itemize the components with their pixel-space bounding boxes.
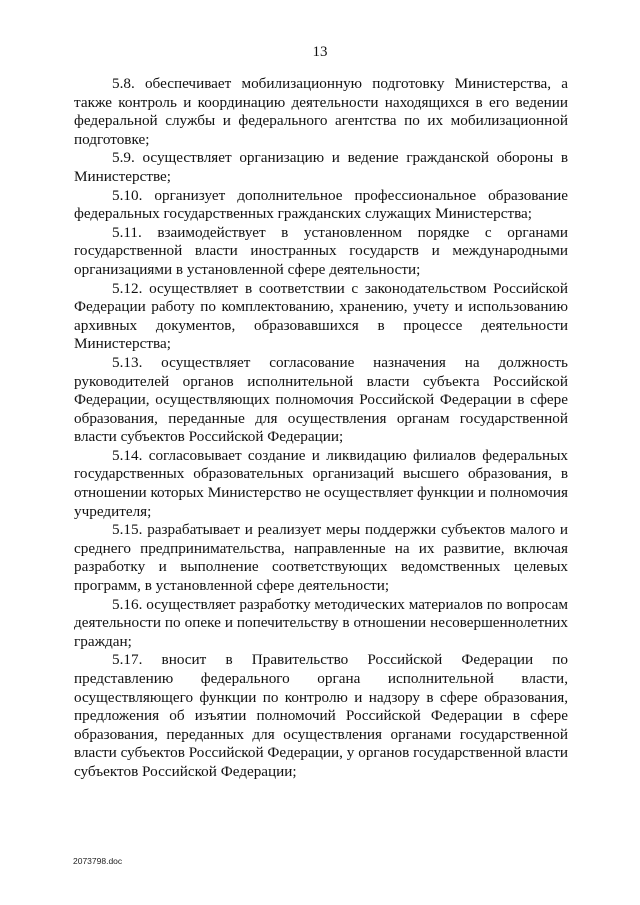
- paragraph-5-8: 5.8. обеспечивает мобилизационную подготовку Министерства, а также контроль и координацию деятельности находящихся в его ведении федеральной службы и федерального агентства по их мобилизационной подготовке;: [74, 75, 568, 148]
- paragraph-5-14: 5.14. согласовывает создание и ликвидацию филиалов федеральных государственных образовательных организаций высшего образования, в отношении которых Министерство не осуществляет функции и полномочия учредителя;: [74, 446, 568, 520]
- paragraph-5-9: 5.9. осуществляет организацию и ведение гражданской обороны в Министерстве;: [74, 149, 568, 185]
- paragraph-5-13: 5.13. осуществляет согласование назначения на должность руководителей органов исполнительной власти субъекта Российской Федерации, осуществляющих полномочия Российской Федерации в сфере образования, переданные для осуществления органам государственной власти субъектов Российской Федерации;: [74, 353, 568, 446]
- paragraph-5-11: 5.11. взаимодействует в установленном порядке с органами государственной власти иностранных государств и международными организациями в установленной сфере деятельности;: [74, 223, 568, 278]
- paragraph-5-12: 5.12. осуществляет в соответствии с законодательством Российской Федерации работу по комплектованию, хранению, учету и использованию архивных документов, образовавшихся в процессе деятельности Министерства;: [74, 279, 568, 353]
- paragraph-5-10: 5.10. организует дополнительное профессиональное образование федеральных государственных гражданских служащих Министерства;: [74, 186, 568, 223]
- paragraph-5-15: 5.15. разрабатывает и реализует меры поддержки субъектов малого и среднего предпринимательства, направленные на их развитие, включая разработку и выполнение соответствующих ведомственных целевых программ, в установленной сфере деятельности;: [74, 521, 568, 595]
- page-number: 13: [312, 44, 328, 60]
- paragraph-5-16: 5.16. осуществляет разработку методических материалов по вопросам деятельности по опеке и попечительству в отношении несовершеннолетних граждан;: [74, 595, 568, 650]
- footer-filename: 2073798.doc: [73, 856, 123, 866]
- document-body: [74, 75, 568, 782]
- paragraph-5-17: 5.17. вносит в Правительство Российской Федерации по представлению федерального органа исполнительной власти, осуществляющего функции по контролю и надзору в сфере образования, предложения об изъятии полномочий Российской Федерации в сфере образования, переданных для осуществления органами государственной власти субъектов Российской Федерации, у органов государственной власти субъектов Российской Федерации;: [74, 651, 568, 780]
